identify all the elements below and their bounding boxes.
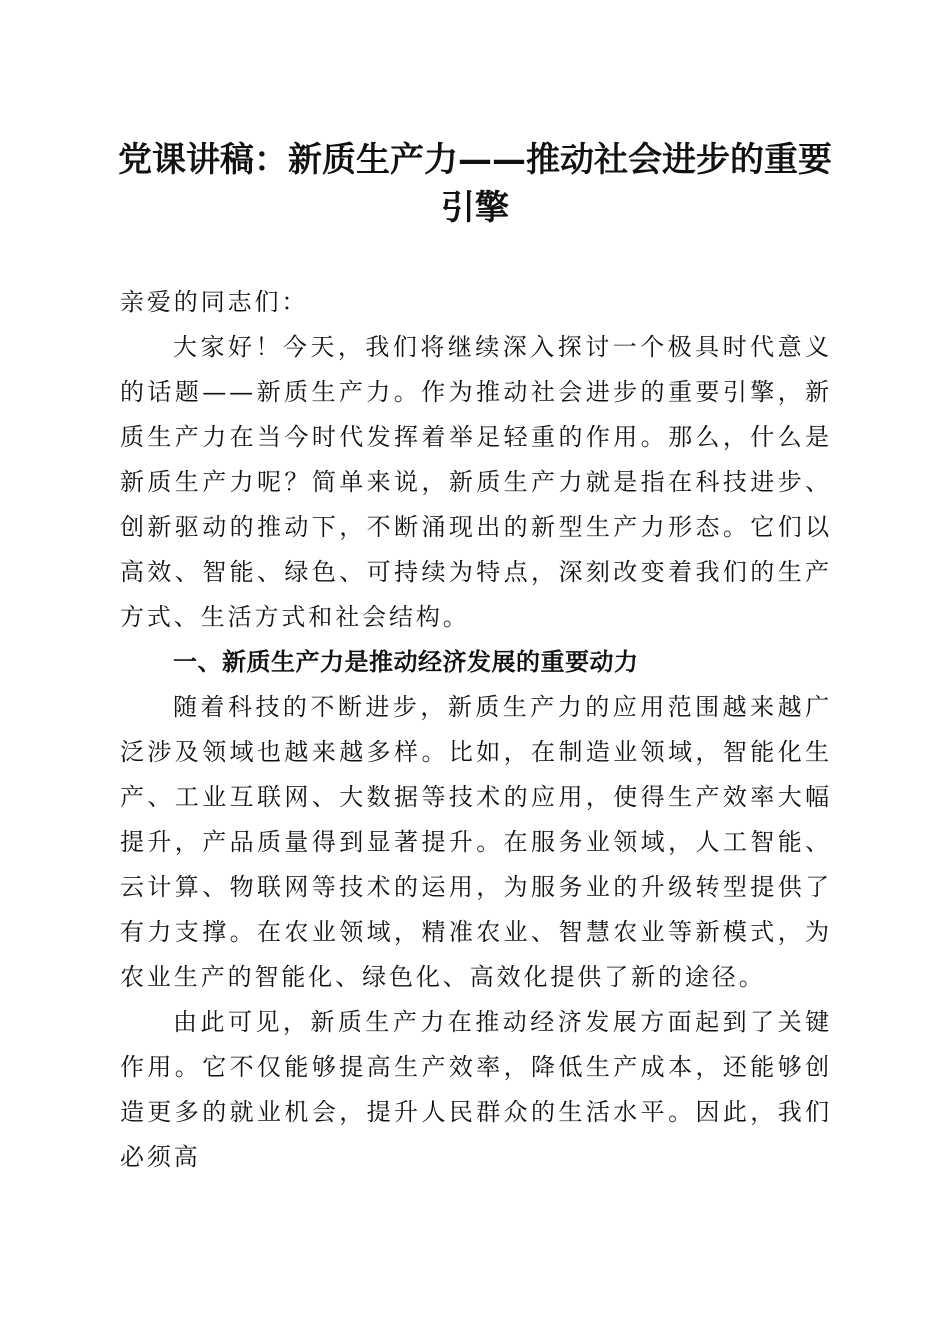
paragraph: 由此可见，新质生产力在推动经济发展方面起到了关键作用。它不仅能够提高生产效率，降低生产成本，还能够创造更多的就业机会，提升人民群众的生活水平。因此，我们必须高 — [120, 1008, 832, 1171]
salutation: 亲爱的同志们： — [120, 288, 309, 316]
paragraph: 大家好！今天，我们将继续深入探讨一个极具时代意义的话题——新质生产力。作为推动社会进步的重要引擎，新质生产力在当今时代发挥着举足轻重的作用。那么，什么是新质生产力呢？简单来说，新质生产力就是指在科技进步、创新驱动的推动下，不断涌现出的新型生产力形态。它们以高效、智能、绿色、可持续为特点，深刻改变着我们的生产方式、生活方式和社会结构。 — [120, 333, 832, 631]
document-body — [120, 280, 832, 1180]
section-heading: 一、新质生产力是推动经济发展的重要动力 — [173, 648, 639, 676]
document-title: 党课讲稿：新质生产力——推动社会进步的重要引擎 — [118, 140, 832, 228]
paragraph: 随着科技的不断进步，新质生产力的应用范围越来越广泛涉及领域也越来越多样。比如，在制造业领域，智能化生产、工业互联网、大数据等技术的应用，使得生产效率大幅提升，产品质量得到显著提升。在服务业领域，人工智能、云计算、物联网等技术的运用，为服务业的升级转型提供了有力支撑。在农业领域，精准农业、智慧农业等新模式，为农业生产的智能化、绿色化、高效化提供了新的途径。 — [120, 693, 832, 991]
